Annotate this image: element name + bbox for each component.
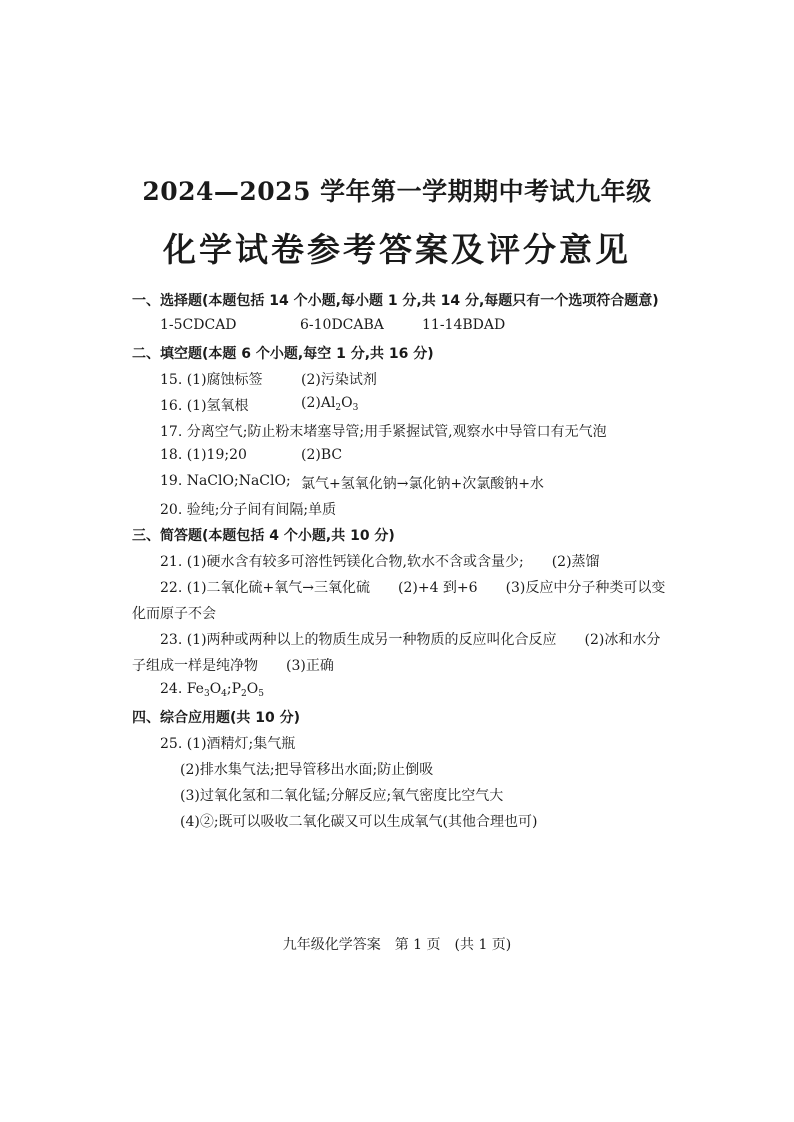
section2-heading: 二、填空题(本题 6 个小题,每空 1 分,共 16 分) bbox=[132, 346, 434, 362]
q25-part2: (2)排水集气法;把导管移出水面;防止倒吸 bbox=[180, 762, 434, 778]
q19-part1: 19. NaClO;NaClO; bbox=[160, 473, 291, 489]
section1-answer-3: 11-14BDAD bbox=[422, 317, 506, 333]
q16-part2: $(2)Al_2O_3$ bbox=[301, 395, 359, 413]
q20-answer: 20. 验纯;分子间有间隔;单质 bbox=[160, 502, 337, 518]
q18-part2: (2)BC bbox=[301, 447, 343, 463]
page-title-line1: 2024—2025 学年第一学期期中考试九年级 bbox=[142, 177, 652, 206]
q22-line2: 化而原子不会 bbox=[132, 606, 216, 622]
page-title-line2: 化学试卷参考答案及评分意见 bbox=[163, 230, 631, 269]
q17-answer: 17. 分离空气;防止粉末堵塞导管;用手紧握试管,观察水中导管口有无气泡 bbox=[160, 424, 607, 440]
q19-part2: 氯气+氢氧化钠→氯化钠+次氯酸钠+水 bbox=[301, 476, 544, 492]
q25-part1: 25. (1)酒精灯;集气瓶 bbox=[160, 736, 296, 752]
q22-line1: 22. (1)二氧化硫+氧气→三氧化硫 (2)+4 到+6 (3)反应中分子种类可以变 bbox=[160, 580, 666, 596]
q16-part1: 16. (1)氢氧根 bbox=[160, 398, 249, 414]
q15-part1: 15. (1)腐蚀标签 bbox=[160, 372, 263, 388]
section1-heading: 一、选择题(本题包括 14 个小题,每小题 1 分,共 14 分,每题只有一个选项符合题意) bbox=[132, 293, 659, 309]
section3-heading: 三、简答题(本题包括 4 个小题,共 10 分) bbox=[132, 528, 395, 544]
section1-answer-1: 1-5CDCAD bbox=[160, 317, 237, 333]
q25-part3: (3)过氧化氢和二氧化锰;分解反应;氧气密度比空气大 bbox=[180, 788, 504, 804]
section4-heading: 四、综合应用题(共 10 分) bbox=[132, 710, 301, 726]
q21-answer: 21. (1)硬水含有较多可溶性钙镁化合物,软水不含或含量少; (2)蒸馏 bbox=[160, 554, 600, 570]
page-footer: 九年级化学答案 第 1 页 (共 1 页) bbox=[282, 937, 512, 953]
q15-part2: (2)污染试剂 bbox=[301, 372, 377, 388]
q23-line1: 23. (1)两种或两种以上的物质生成另一种物质的反应叫化合反应 (2)冰和水分 bbox=[160, 632, 661, 648]
section1-answer-2: 6-10DCABA bbox=[300, 317, 384, 333]
q25-part4: (4)②;既可以吸收二氧化碳又可以生成氧气(其他合理也可) bbox=[180, 814, 538, 830]
q24-answer: 24. $Fe_3O_4;P_2O_5$ bbox=[160, 681, 264, 699]
q18-part1: 18. (1)19;20 bbox=[160, 447, 247, 463]
q23-line2: 子组成一样是纯净物 (3)正确 bbox=[132, 658, 334, 674]
